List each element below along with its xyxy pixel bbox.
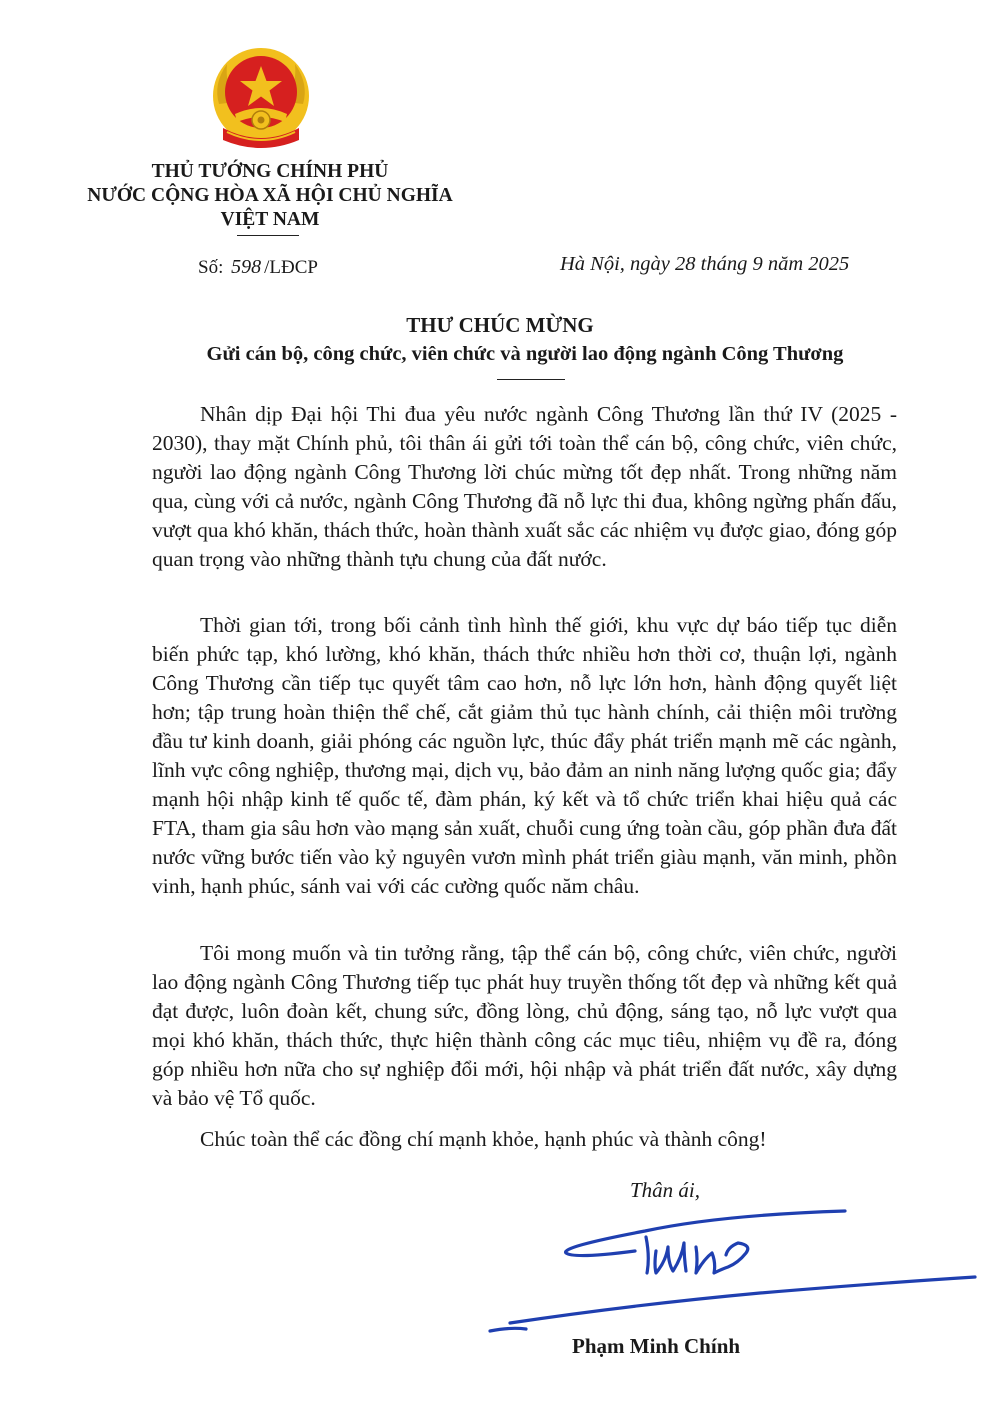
body-paragraph: Thời gian tới, trong bối cảnh tình hình thế giới, khu vực dự báo tiếp tục diễn biến phức tạp, khó lường, khó khăn, thách thức nhiều hơn thời cơ, thuận lợi, ngành Công Thương cần tiếp tục quyết tâm cao hơn, nỗ lực lớn hơn, hành động quyết liệt hơn; tập trung hoàn thiện thể chế, cắt giảm thủ tục hành chính, cải thiện môi trường đầu tư kinh doanh, giải phóng các nguồn lực, thúc đẩy phát triển mạnh mẽ các ngành, lĩnh vực công nghiệp, thương mại, dịch vụ, bảo đảm an ninh năng lượng quốc gia; đẩy mạnh hội nhập kinh tế quốc tế, đàm phán, ký kết và tổ chức triển khai hiệu quả các FTA, tham gia sâu hơn vào mạng sản xuất, chuỗi cung ứng toàn cầu, góp phần đưa đất nước vững bước tiến vào kỷ nguyên vươn mình phát triển giàu mạnh, văn minh, phồn vinh, hạnh phúc, sánh vai với các cường quốc năm châu. <box>152 613 897 898</box>
country-name-line2: VIỆT NAM <box>220 209 320 230</box>
letter-subtitle: Gửi cán bộ, công chức, viên chức và người lao động ngành Công Thương <box>206 343 844 365</box>
document-number <box>198 254 318 281</box>
signature-icon <box>470 1195 995 1345</box>
national-emblem-icon <box>205 44 317 154</box>
header-divider <box>237 235 299 236</box>
document-number-suffix: /LĐCP <box>264 257 318 278</box>
closing-phrase: Thân ái, <box>630 1178 701 1202</box>
issuer-title: THỦ TƯỚNG CHÍNH PHỦ <box>151 161 389 182</box>
letter-title: THƯ CHÚC MỪNG <box>406 313 594 337</box>
body-paragraph: Chúc toàn thể các đồng chí mạnh khỏe, hạnh phúc và thành công! <box>200 1127 767 1151</box>
document-number-prefix: Số: <box>198 257 224 278</box>
body-paragraph: Tôi mong muốn và tin tưởng rằng, tập thể cán bộ, công chức, viên chức, người lao động ngành Công Thương tiếp tục phát huy truyền thống tốt đẹp và những kết quả đạt được, luôn đoàn kết, chung sức, đồng lòng, chủ động, sáng tạo, nỗ lực vượt qua mọi khó khăn, thách thức, thực hiện thành công các mục tiêu, nhiệm vụ đề ra, đóng góp nhiều hơn nữa cho sự nghiệp đổi mới, hội nhập và phát triển đất nước, xây dựng và bảo vệ Tổ quốc. <box>152 941 897 1110</box>
document-number-value: 598 <box>231 256 262 278</box>
country-name-line1: NƯỚC CỘNG HÒA XÃ HỘI CHỦ NGHĨA <box>87 185 453 206</box>
signer-name: Phạm Minh Chính <box>572 1334 741 1358</box>
place-and-date: Hà Nội, ngày 28 tháng 9 năm 2025 <box>560 253 850 275</box>
title-divider <box>497 379 565 380</box>
body-paragraph: Nhân dịp Đại hội Thi đua yêu nước ngành Công Thương lần thứ IV (2025 - 2030), thay mặt Chính phủ, tôi thân ái gửi tới toàn thể cán bộ, công chức, viên chức, người lao động ngành Công Thương lời chúc mừng tốt đẹp nhất. Trong những năm qua, cùng với cả nước, ngành Công Thương đã nỗ lực thi đua, không ngừng phấn đấu, vượt qua khó khăn, thách thức, hoàn thành xuất sắc các nhiệm vụ được giao, đóng góp quan trọng vào những thành tựu chung của đất nước. <box>152 402 897 571</box>
